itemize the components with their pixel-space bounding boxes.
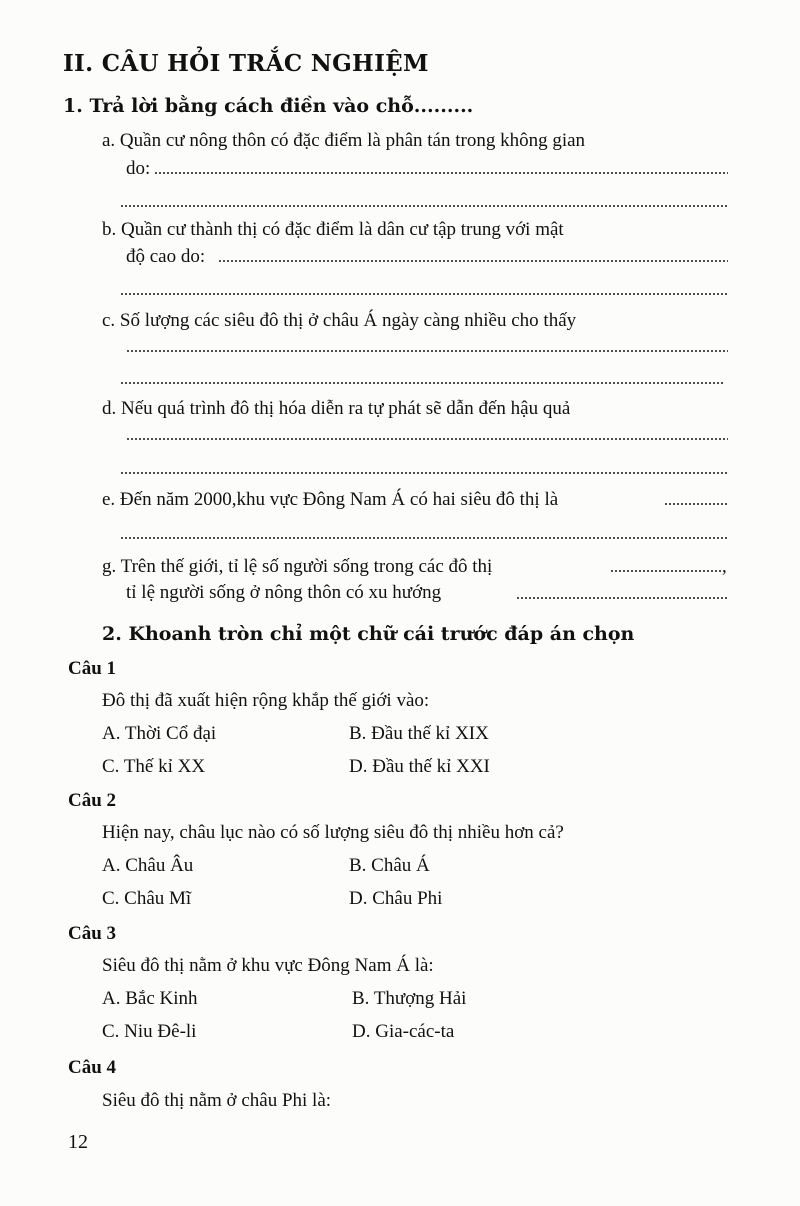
answer-dots[interactable]	[120, 472, 728, 474]
answer-dots[interactable]	[126, 438, 728, 440]
answer-dots[interactable]	[120, 382, 724, 384]
question-label: Câu 4	[68, 1057, 117, 1078]
answer-dots[interactable]	[120, 293, 728, 295]
item-c-line1: c. Số lượng các siêu đô thị ở châu Á ngày càng nhiều cho thấy	[102, 310, 577, 331]
option-c[interactable]: C. Châu Mĩ	[102, 888, 192, 909]
question-text: Siêu đô thị nằm ở châu Phi là:	[102, 1090, 332, 1111]
item-d-line1: d. Nếu quá trình đô thị hóa diễn ra tự phát sẽ dẫn đến hậu quả	[102, 398, 571, 419]
part1-title: 1. Trả lời bằng cách điền vào chỗ.........	[63, 95, 474, 117]
section-title: II. CÂU HỎI TRẮC NGHIỆM	[63, 50, 429, 77]
option-d[interactable]: D. Đầu thế kỉ XXI	[349, 756, 490, 777]
option-b[interactable]: B. Thượng Hải	[352, 988, 467, 1009]
item-a-line1: a. Quần cư nông thôn có đặc điểm là phân tán trong không gian	[102, 130, 586, 151]
option-c[interactable]: C. Thế kỉ XX	[102, 756, 206, 777]
answer-dots[interactable]	[664, 503, 728, 505]
item-g-comma: ,	[722, 556, 727, 577]
option-a[interactable]: A. Châu Âu	[102, 855, 194, 876]
option-a[interactable]: A. Thời Cổ đại	[102, 723, 217, 744]
page-number: 12	[68, 1131, 88, 1153]
item-b-line1: b. Quần cư thành thị có đặc điểm là dân cư tập trung với mật	[102, 219, 564, 240]
answer-dots[interactable]	[154, 172, 728, 174]
question-label: Câu 3	[68, 923, 117, 944]
option-a[interactable]: A. Bắc Kinh	[102, 988, 198, 1009]
item-e-line1: e. Đến năm 2000,khu vực Đông Nam Á có hai siêu đô thị là	[102, 489, 559, 510]
question-text: Đô thị đã xuất hiện rộng khắp thế giới vào:	[102, 690, 430, 711]
option-d[interactable]: D. Gia-các-ta	[352, 1021, 455, 1042]
option-d[interactable]: D. Châu Phi	[349, 888, 443, 909]
answer-dots[interactable]	[610, 570, 722, 572]
item-g-line1: g. Trên thế giới, tỉ lệ số người sống trong các đô thị	[102, 556, 493, 577]
item-b-line2: độ cao do:	[126, 246, 206, 267]
option-c[interactable]: C. Niu Đê-li	[102, 1021, 197, 1042]
question-text: Siêu đô thị nằm ở khu vực Đông Nam Á là:	[102, 955, 434, 976]
answer-dots[interactable]	[126, 350, 728, 352]
part2-title: 2. Khoanh tròn chỉ một chữ cái trước đáp án chọn	[102, 623, 635, 645]
item-a-line2: do:	[126, 158, 151, 179]
option-b[interactable]: B. Đầu thế kỉ XIX	[349, 723, 489, 744]
option-b[interactable]: B. Châu Á	[349, 855, 430, 876]
answer-dots[interactable]	[218, 260, 728, 262]
question-text: Hiện nay, châu lục nào có số lượng siêu đô thị nhiều hơn cả?	[102, 822, 564, 843]
answer-dots[interactable]	[516, 597, 728, 599]
item-g-line2: tỉ lệ người sống ở nông thôn có xu hướng	[126, 582, 442, 603]
answer-dots[interactable]	[120, 205, 728, 207]
question-label: Câu 1	[68, 658, 117, 679]
answer-dots[interactable]	[120, 537, 728, 539]
question-label: Câu 2	[68, 790, 117, 811]
